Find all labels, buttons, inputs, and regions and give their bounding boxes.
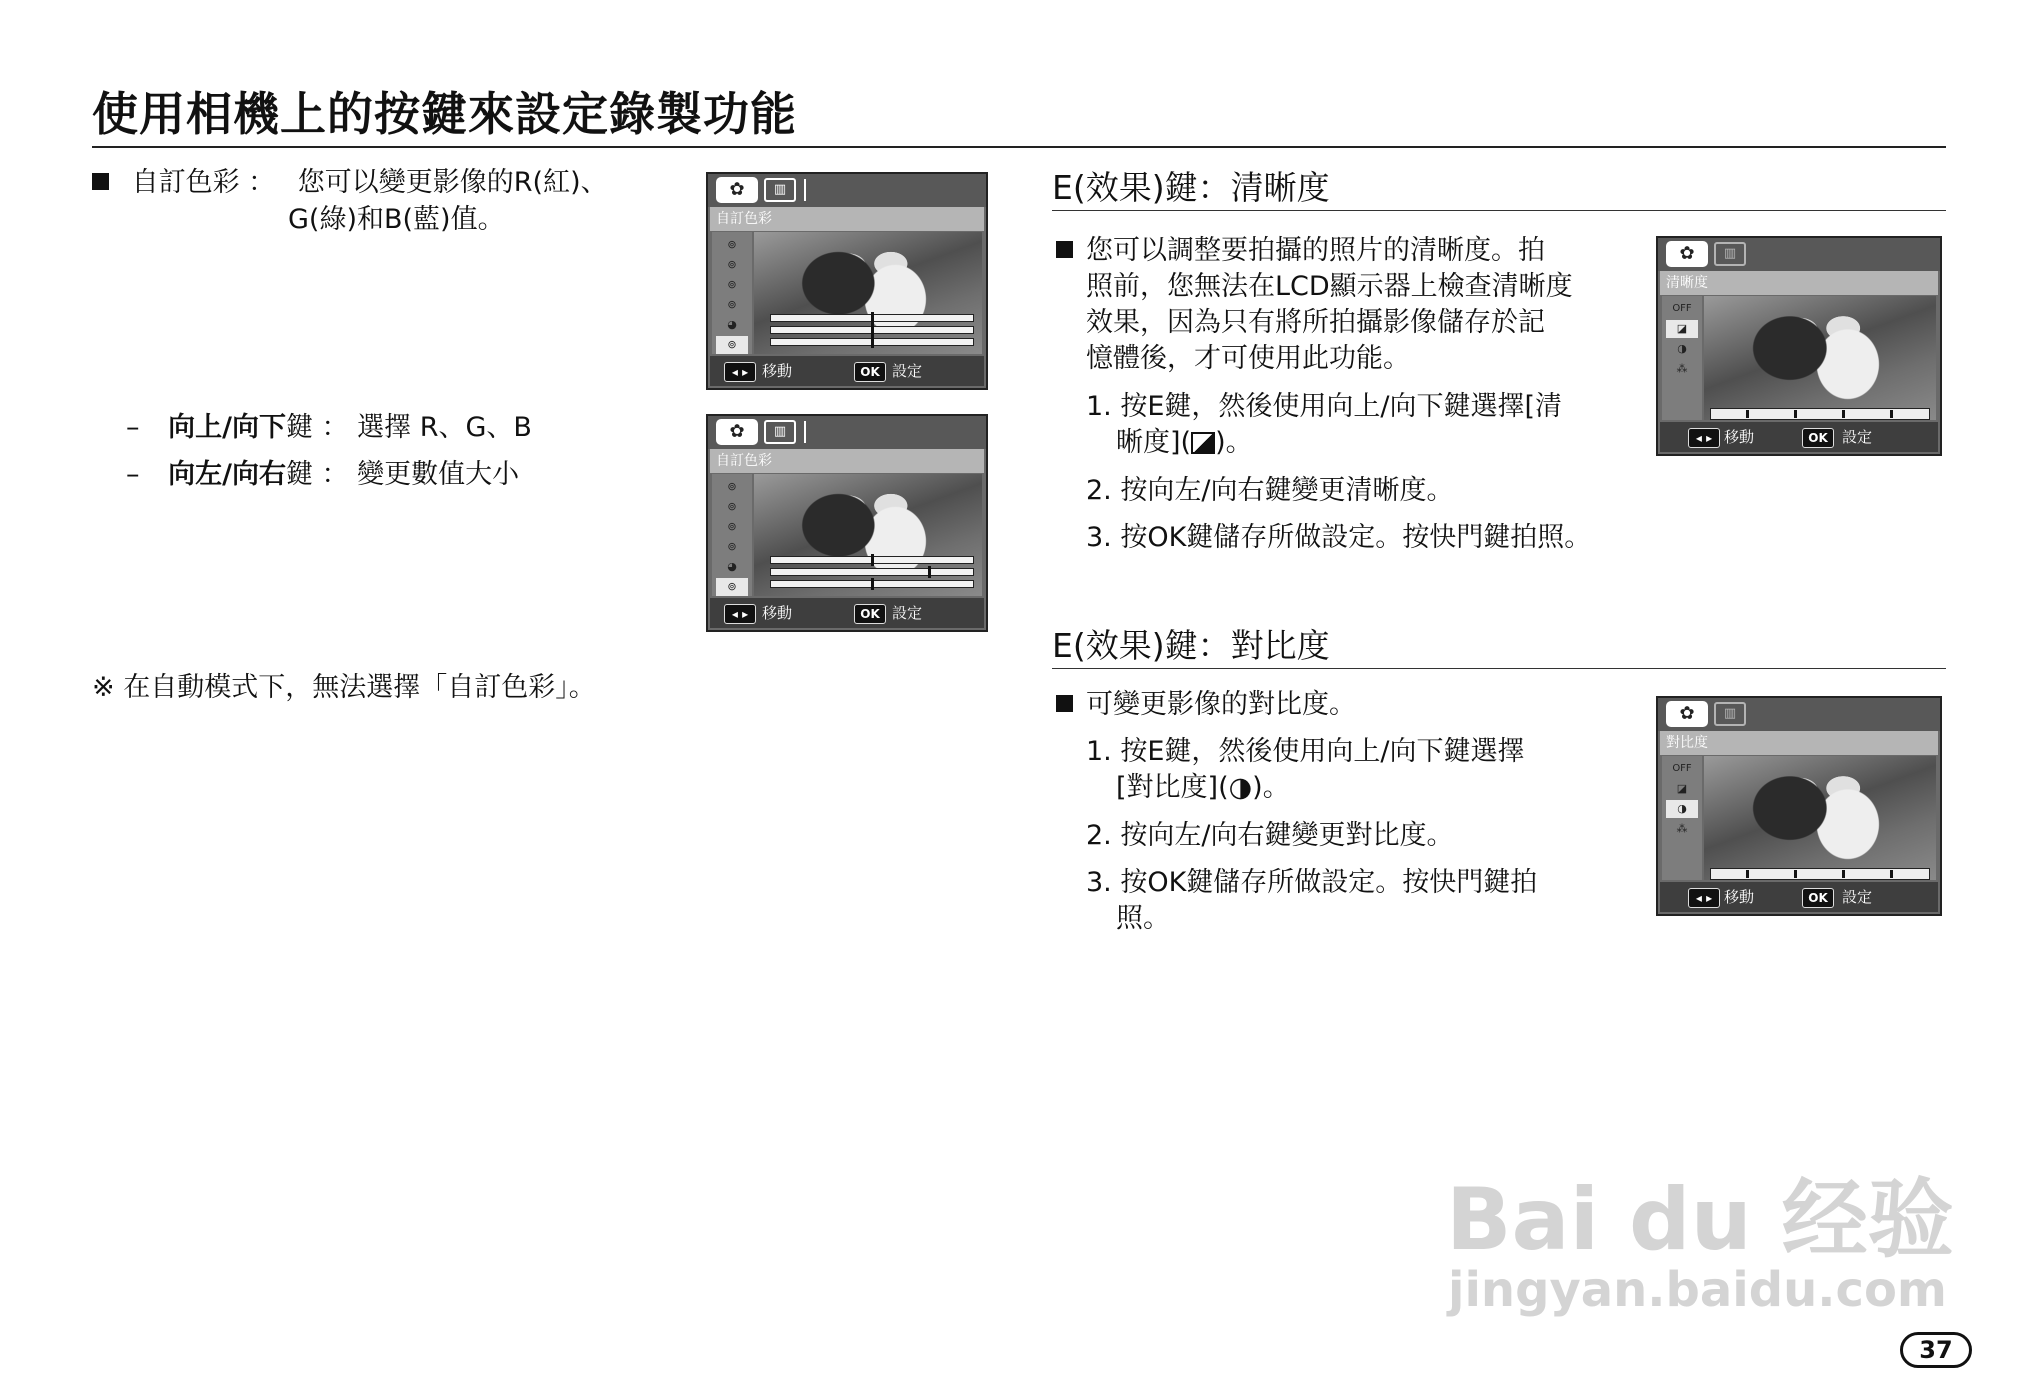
- effect-icon: ⊚: [727, 298, 737, 311]
- sharpness-step-1a: 1. 按E鍵，然後使用向上/向下鍵選擇[清: [1086, 391, 1563, 422]
- ok-key-icon: OK: [854, 604, 886, 624]
- contrast-icon: ◑: [1666, 800, 1698, 818]
- camera-footer: [1660, 882, 1938, 912]
- move-label: 移動: [762, 362, 793, 380]
- camera-screen-custom-color-2: [706, 414, 988, 632]
- effect-icon: ⊚: [727, 480, 737, 493]
- menu-tab-bar: [1658, 698, 1940, 731]
- contrast-scale: [1710, 868, 1930, 880]
- option-list: [1662, 296, 1702, 420]
- menu-tab-bar: [708, 416, 986, 449]
- sharpness-heading: E(效果)鍵：清晰度: [1052, 168, 1330, 207]
- contrast-heading: E(效果)鍵：對比度: [1052, 626, 1330, 665]
- baidu-watermark-logo: Bai du 经验: [1446, 1170, 1954, 1270]
- contrast-desc: 可變更影像的對比度。: [1086, 689, 1356, 720]
- auto-mode-note: ※ 在自動模式下，無法選擇「自訂色彩」。: [92, 672, 596, 703]
- camera-screen-custom-color-1: [706, 172, 988, 390]
- preview-photo: [1704, 296, 1936, 420]
- custom-color-icon: ⊚: [716, 578, 748, 596]
- saturation-icon: ⁂: [1676, 822, 1688, 835]
- sharpness-step-1b-end: )。: [1215, 427, 1253, 458]
- menu-tab-bar: [1658, 238, 1940, 271]
- menu-header: 對比度: [1660, 731, 1938, 755]
- move-label: 移動: [1724, 888, 1755, 906]
- slider-knob: [871, 336, 874, 348]
- menu-header: 清晰度: [1660, 271, 1938, 295]
- set-label: 設定: [1842, 428, 1873, 446]
- dash: –: [126, 459, 140, 490]
- option-list: [1662, 756, 1702, 880]
- separator: [804, 421, 806, 443]
- scale-tick: [1890, 870, 1893, 878]
- move-label: 移動: [1724, 428, 1755, 446]
- effect-icon: ◕: [727, 318, 737, 331]
- custom-color-bullet: [92, 164, 608, 201]
- page-number: 37: [1900, 1332, 1972, 1368]
- set-label: 設定: [892, 604, 923, 622]
- scale-tick: [1794, 410, 1797, 418]
- palette-icon: ✿: [716, 419, 758, 445]
- set-label: 設定: [892, 362, 923, 380]
- effect-icon: ⊚: [727, 278, 737, 291]
- effect-icon: ◕: [727, 560, 737, 573]
- separator: [804, 179, 806, 201]
- bullet-square: [92, 173, 109, 190]
- move-key-icon: ◂ ▸: [1688, 888, 1720, 908]
- sharpness-step-3: 3. 按OK鍵儲存所做設定。按快門鍵拍照。: [1086, 522, 1592, 553]
- contrast-icon: ◑: [1677, 342, 1687, 355]
- scale-tick: [1890, 410, 1893, 418]
- b-slider: [770, 338, 974, 346]
- r-slider: [770, 556, 974, 564]
- film-icon: ▥: [764, 178, 796, 202]
- palette-icon: ✿: [716, 177, 758, 203]
- move-key-icon: ◂ ▸: [1688, 428, 1720, 448]
- camera-footer: [1660, 422, 1938, 452]
- baidu-watermark-url: jingyan.baidu.com: [1448, 1262, 1947, 1318]
- camera-screen-contrast: [1656, 696, 1942, 916]
- slider-knob: [871, 554, 874, 566]
- custom-color-desc-1: 您可以變更影像的R(紅)、: [297, 167, 608, 198]
- bullet-square: [1056, 241, 1073, 258]
- sharpness-desc-2: 照前，您無法在LCD顯示器上檢查清晰度: [1086, 271, 1573, 302]
- dash: –: [126, 412, 140, 443]
- slider-knob: [871, 578, 874, 590]
- g-slider: [770, 326, 974, 334]
- sharpness-icon: ◪: [1666, 320, 1698, 338]
- slider-knob: [928, 566, 931, 578]
- film-icon: ▥: [1714, 242, 1746, 266]
- move-key-icon: ◂ ▸: [724, 604, 756, 624]
- custom-color-desc-2: G(綠)和B(藍)值。: [288, 204, 505, 235]
- contrast-step-3b: 照。: [1116, 903, 1170, 934]
- sharpness-bullet: [1056, 232, 1073, 269]
- set-label: 設定: [1842, 888, 1873, 906]
- custom-color-label: 自訂色彩 ：: [131, 167, 276, 198]
- sharpness-desc-4: 憶體後，才可使用此功能。: [1086, 343, 1410, 374]
- b-slider: [770, 580, 974, 588]
- updown-key-desc: 鍵 ： 選擇 R、G、B: [285, 412, 532, 443]
- sharpness-step-1b-text: 晰度](: [1116, 427, 1192, 458]
- film-icon: ▥: [1714, 702, 1746, 726]
- scale-tick: [1746, 410, 1749, 418]
- option-list: [712, 474, 752, 596]
- preview-photo: [1704, 756, 1936, 880]
- palette-icon: ✿: [1666, 241, 1708, 267]
- sharpness-icon: [1191, 432, 1215, 454]
- custom-color-icon: ⊚: [716, 336, 748, 354]
- r-slider: [770, 314, 974, 322]
- contrast-step-3a: 3. 按OK鍵儲存所做設定。按快門鍵拍: [1086, 867, 1538, 898]
- menu-header: 自訂色彩: [710, 207, 984, 231]
- title-divider: [92, 146, 1946, 148]
- sharpness-step-1b: [1116, 424, 1253, 461]
- camera-screen-sharpness: [1656, 236, 1942, 456]
- effect-icon: ⊚: [727, 258, 737, 271]
- contrast-step-2: 2. 按向左/向右鍵變更對比度。: [1086, 820, 1454, 851]
- sharpness-icon: ◪: [1676, 782, 1688, 795]
- slider-knob: [871, 324, 874, 336]
- effect-icon: ⊚: [727, 238, 737, 251]
- off-option: OFF: [1672, 303, 1692, 314]
- g-slider: [770, 568, 974, 576]
- leftright-key-label: 向左/向右: [168, 459, 286, 490]
- move-label: 移動: [762, 604, 793, 622]
- preview-photo: [754, 474, 982, 596]
- ok-key-icon: OK: [1802, 428, 1834, 448]
- scale-tick: [1842, 410, 1845, 418]
- effect-icon: ⊚: [727, 520, 737, 533]
- scale-tick: [1842, 870, 1845, 878]
- sharpness-scale: [1710, 408, 1930, 420]
- preview-photo: [754, 232, 982, 354]
- contrast-bullet: [1056, 686, 1073, 723]
- effect-icon: ⊚: [727, 540, 737, 553]
- off-option: OFF: [1672, 763, 1692, 774]
- sharpness-divider: [1052, 210, 1946, 211]
- sharpness-step-2: 2. 按向左/向右鍵變更清晰度。: [1086, 475, 1454, 506]
- slider-knob: [871, 312, 874, 324]
- sharpness-desc-3: 效果，因為只有將所拍攝影像儲存於記: [1086, 307, 1545, 338]
- leftright-key-line: [126, 456, 519, 493]
- option-list: [712, 232, 752, 354]
- page-title: 使用相機上的按鍵來設定錄製功能: [92, 87, 797, 141]
- camera-footer: [710, 598, 984, 628]
- leftright-key-desc: 鍵 ： 變更數值大小: [285, 459, 520, 490]
- effect-icon: ⊚: [727, 500, 737, 513]
- sharpness-desc-1: 您可以調整要拍攝的照片的清晰度。拍: [1086, 235, 1545, 266]
- updown-key-line: [126, 409, 532, 446]
- contrast-divider: [1052, 668, 1946, 669]
- move-key-icon: ◂ ▸: [724, 362, 756, 382]
- menu-header: 自訂色彩: [710, 449, 984, 473]
- ok-key-icon: OK: [1802, 888, 1834, 908]
- film-icon: ▥: [764, 420, 796, 444]
- scale-tick: [1794, 870, 1797, 878]
- scale-tick: [1746, 870, 1749, 878]
- saturation-icon: ⁂: [1676, 362, 1688, 375]
- contrast-step-1a: 1. 按E鍵，然後使用向上/向下鍵選擇: [1086, 736, 1525, 767]
- ok-key-icon: OK: [854, 362, 886, 382]
- contrast-step-1b: [對比度](◑)。: [1116, 772, 1290, 803]
- palette-icon: ✿: [1666, 701, 1708, 727]
- menu-tab-bar: [708, 174, 986, 207]
- updown-key-label: 向上/向下: [168, 412, 286, 443]
- bullet-square: [1056, 695, 1073, 712]
- camera-footer: [710, 356, 984, 386]
